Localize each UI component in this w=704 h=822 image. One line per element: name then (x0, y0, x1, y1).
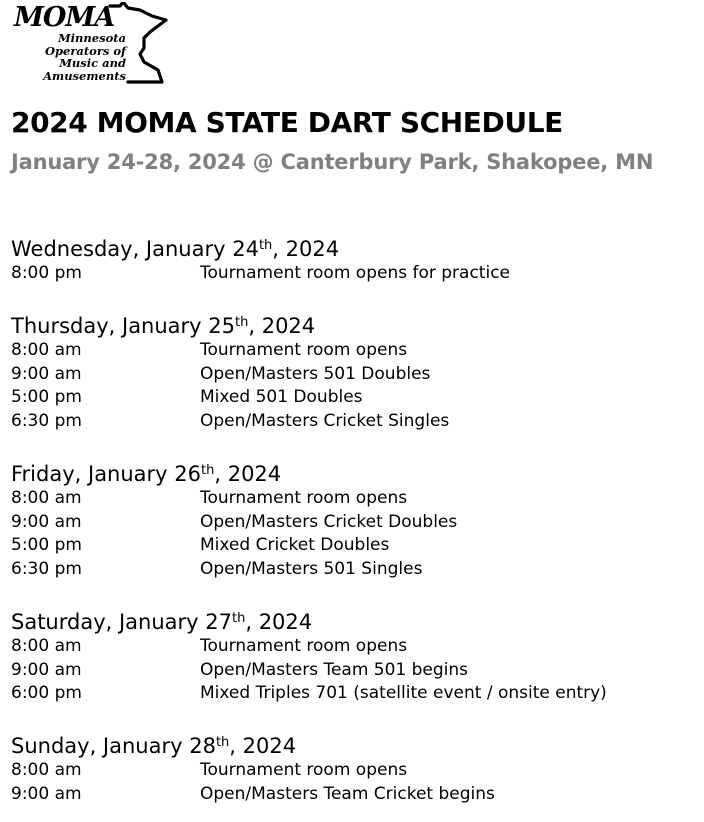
day-heading: Sunday, January 28th, 2024 (11, 734, 297, 758)
schedule-row (11, 682, 607, 706)
moma-logo (10, 2, 170, 88)
event-desc: Mixed Cricket Doubles (200, 535, 390, 556)
event-time: 6:30 pm (11, 411, 82, 432)
event-time: 8:00 am (11, 760, 82, 780)
event-desc: Open/Masters Team Cricket begins (200, 783, 495, 804)
schedule-row (11, 386, 449, 410)
schedule-row (11, 759, 495, 783)
event-desc: Tournament room opens (200, 636, 408, 656)
event-desc: Open/Masters 501 Doubles (200, 363, 431, 384)
schedule-row (11, 487, 457, 511)
schedule-row (11, 558, 457, 582)
logo-line: Music and (59, 56, 126, 70)
logo-lines (28, 32, 126, 82)
event-desc: Open/Masters Cricket Doubles (200, 511, 458, 532)
schedule-row (11, 262, 510, 286)
schedule-row (11, 363, 449, 387)
event-desc: Open/Masters 501 Singles (200, 559, 423, 580)
schedule-row (11, 783, 495, 807)
page-subtitle: January 24-28, 2024 @ Canterbury Park, Shakopee, MN (11, 150, 654, 174)
day-saturday (11, 609, 607, 706)
day-wednesday (11, 236, 510, 286)
event-desc: Mixed Triples 701 (satellite event / onsite entry) (200, 683, 607, 704)
event-time: 6:00 pm (11, 683, 82, 704)
schedule-row (11, 659, 607, 683)
day-heading: Saturday, January 27th, 2024 (11, 610, 313, 634)
event-desc: Tournament room opens for practice (200, 263, 511, 283)
event-desc: Open/Masters Cricket Singles (200, 411, 450, 432)
schedule-row (11, 410, 449, 434)
event-time: 9:00 am (11, 363, 82, 384)
page-title: 2024 MOMA STATE DART SCHEDULE (11, 106, 563, 139)
day-sunday (11, 733, 495, 806)
logo-line: Minnesota (57, 31, 126, 45)
day-friday (11, 461, 457, 582)
event-time: 5:00 pm (11, 535, 82, 556)
day-heading: Wednesday, January 24th, 2024 (11, 237, 340, 261)
event-desc: Mixed 501 Doubles (200, 387, 363, 408)
logo-line: Amusements (43, 68, 126, 83)
event-time: 8:00 pm (11, 263, 82, 283)
logo-brand: MOMA (14, 2, 115, 33)
event-time: 6:30 pm (11, 559, 82, 580)
event-time: 8:00 am (11, 340, 82, 360)
logo-line: Operators of (44, 43, 126, 58)
event-time: 9:00 am (11, 783, 82, 804)
event-time: 8:00 am (11, 488, 82, 508)
event-desc: Tournament room opens (200, 488, 408, 508)
event-desc: Tournament room opens (200, 760, 408, 780)
event-desc: Tournament room opens (200, 340, 408, 360)
day-heading: Thursday, January 25th, 2024 (11, 314, 316, 338)
schedule-row (11, 635, 607, 659)
event-time: 9:00 am (11, 511, 82, 532)
schedule-row (11, 534, 457, 558)
event-desc: Open/Masters Team 501 begins (200, 659, 469, 680)
event-time: 5:00 pm (11, 387, 82, 408)
event-time: 9:00 am (11, 659, 82, 680)
day-thursday (11, 313, 449, 434)
schedule-row (11, 339, 449, 363)
event-time: 8:00 am (11, 636, 82, 656)
schedule-row (11, 511, 457, 535)
day-heading: Friday, January 26th, 2024 (11, 462, 282, 486)
